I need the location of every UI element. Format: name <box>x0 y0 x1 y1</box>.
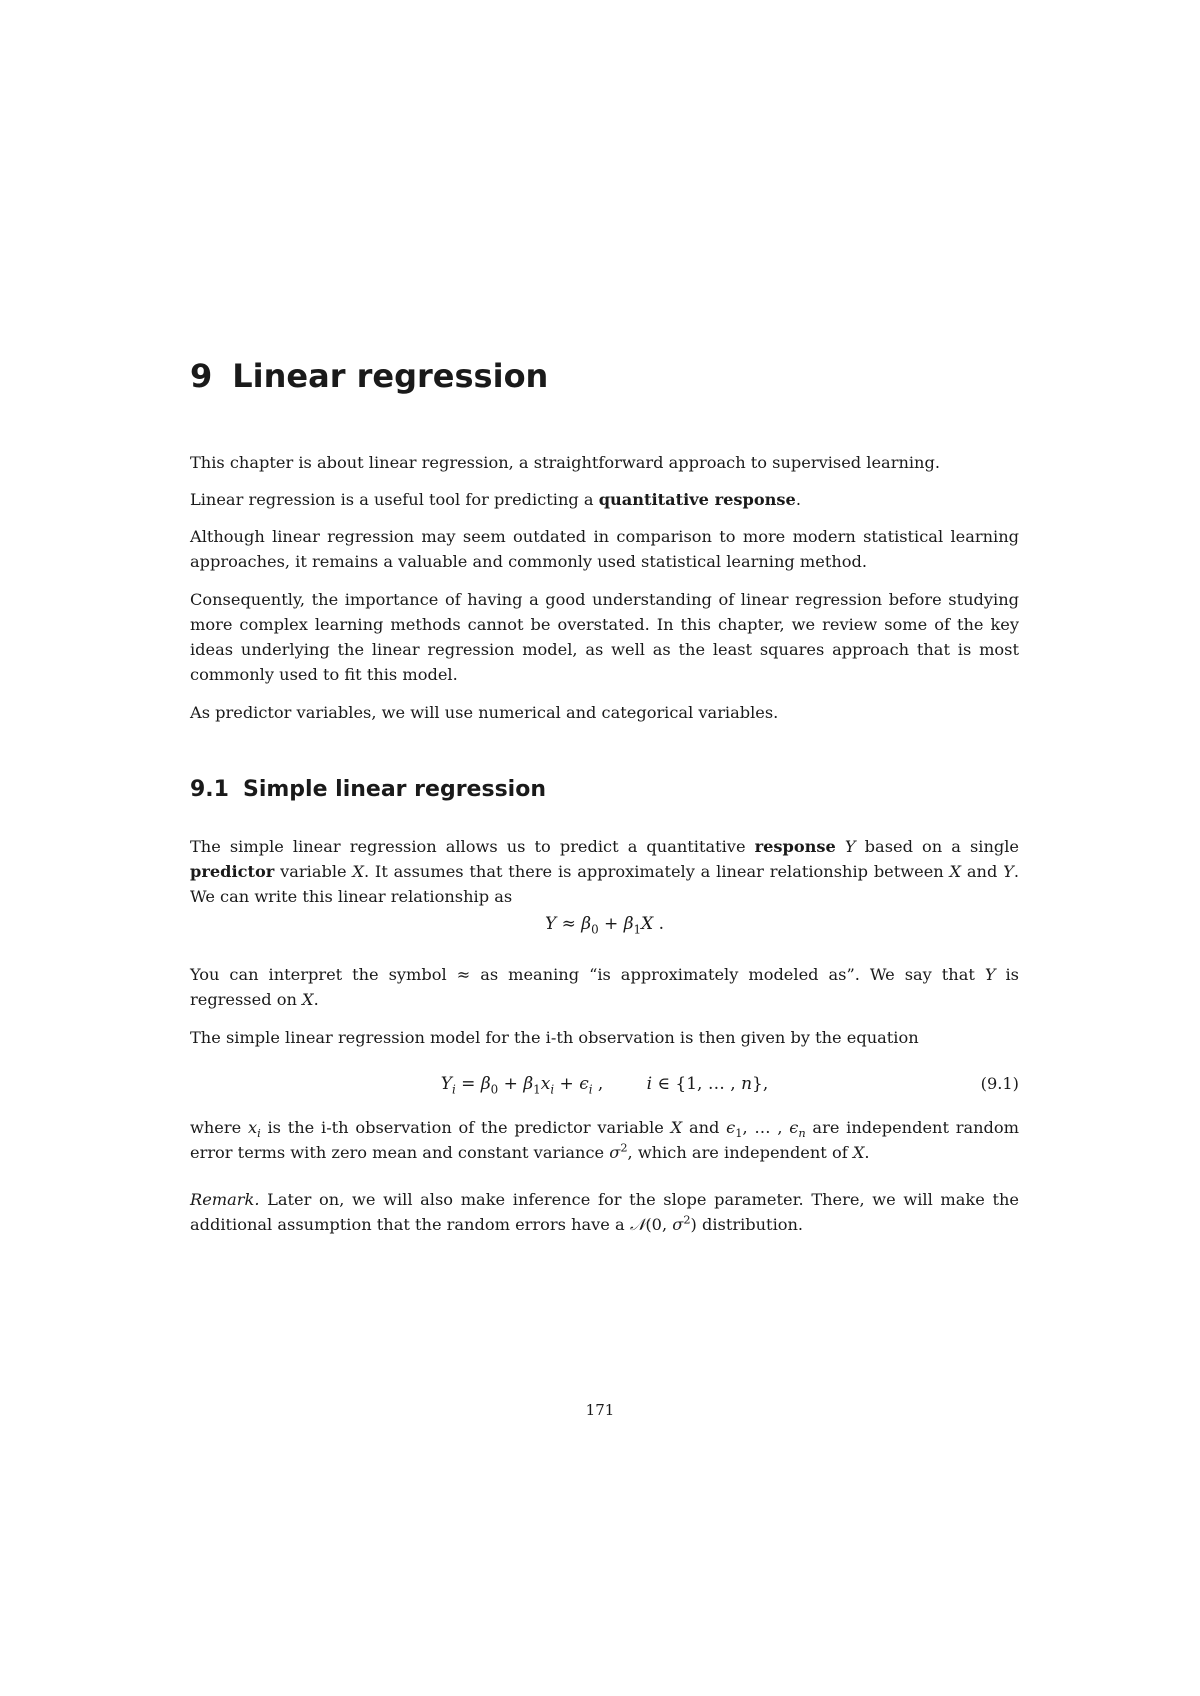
simple-p2-text-c: . <box>313 990 319 1009</box>
intro-paragraph-4: Consequently, the importance of having a good understanding of linear regression before studying more complex learning methods cannot be overstated. In this chapter, we review some of the key ideas underlying the linear regression model, as well as the least squares approach that is most commonly used to fit this model. <box>190 590 1019 684</box>
response-term: response <box>754 837 836 856</box>
math-X: X <box>670 1118 683 1137</box>
intro-paragraph-2 <box>190 487 1019 512</box>
math-x-i: $x_i$ <box>247 1118 261 1141</box>
math-Y: Y <box>984 965 996 984</box>
math-X: X <box>302 990 314 1009</box>
simple-p1-text-d: . It assumes that there is approximately a linear relationship between <box>363 862 950 881</box>
math-epsilon-range: $\epsilon_1$, … , $\epsilon_n$ <box>726 1118 806 1141</box>
remark-label: Remark. <box>190 1190 260 1209</box>
chapter-number: 9 <box>190 357 213 395</box>
intro-p2-end: . <box>795 490 801 509</box>
math-X: X <box>852 1143 865 1162</box>
math-normal-distribution: 𝒩(0, $\sigma^2$) <box>629 1212 697 1234</box>
intro-paragraph-5: As predictor variables, we will use numerical and categorical variables. <box>190 703 779 722</box>
simple-p1-text-a: The simple linear regression allows us to predict a quantitative <box>190 837 755 856</box>
simple-p4-text-a: where <box>190 1118 248 1137</box>
equation-number: (9.1) <box>980 1074 1019 1093</box>
page-number: 171 <box>585 1401 615 1419</box>
remark-text-a: Later on, we will also make inference for the slope parameter. There, we will make the additional assumption that the random errors have a <box>190 1190 1019 1234</box>
remark-text-b: distribution. <box>696 1215 804 1234</box>
simple-p4-text-b: is the i-th observation of the predictor variable <box>260 1118 671 1137</box>
simple-p4-text-c: and <box>682 1118 727 1137</box>
intro-paragraph-3: Although linear regression may seem outdated in comparison to more modern statistical learning approaches, it remains a valuable and commonly used statistical learning method. <box>190 527 1019 571</box>
model-equation: $Y_i = \beta_0 + \beta_1x_i + \epsilon_i$ , i ∈ {1, … , n}, (9.1) <box>190 1071 1019 1097</box>
predictor-term: predictor <box>190 862 275 881</box>
simple-p1-text-b: based on a single <box>855 837 1019 856</box>
math-Y: Y <box>1003 862 1014 881</box>
simple-p2-text-b: is regressed on <box>190 965 1019 1009</box>
approx-equation: $Y \approx \beta_0 + \beta_1X$ . <box>544 914 665 937</box>
simple-paragraph-2 <box>190 962 1019 1012</box>
simple-p4-text-f: . <box>864 1143 870 1162</box>
quantitative-response-term: quantitative response <box>598 490 796 509</box>
simple-paragraph-3: The simple linear regression model for the i-th observation is then given by the equation <box>190 1028 919 1047</box>
chapter-title-text: Linear regression <box>232 357 549 395</box>
section-title <box>190 775 546 805</box>
chapter-title <box>190 356 548 396</box>
simple-p2-text-a: You can interpret the symbol ≈ as meaning “is approximately modeled as”. We say that <box>190 965 985 984</box>
math-X: X <box>949 862 962 881</box>
remark-paragraph <box>190 1187 1019 1237</box>
simple-p1-text-c: variable <box>274 862 353 881</box>
math-sigma-squared: $\sigma^2$ <box>609 1140 628 1162</box>
simple-p4-text-e: , which are independent of <box>627 1143 853 1162</box>
simple-p1-text-f: . We can write this linear relationship as <box>190 862 1019 906</box>
section-title-text: Simple linear regression <box>242 777 546 802</box>
simple-p1-text-e: and <box>961 862 1004 881</box>
intro-p2-text: Linear regression is a useful tool for predicting a <box>190 490 599 509</box>
simple-paragraph-1 <box>190 834 1019 909</box>
simple-p4-text-d: are independent random error terms with zero mean and constant variance <box>190 1118 1020 1162</box>
math-X: X <box>352 862 364 881</box>
section-number: 9.1 <box>190 777 229 802</box>
math-Y: Y <box>844 837 856 856</box>
intro-paragraph-1: This chapter is about linear regression, a straightforward approach to supervised learning. <box>190 453 940 472</box>
simple-paragraph-4 <box>190 1115 1019 1165</box>
